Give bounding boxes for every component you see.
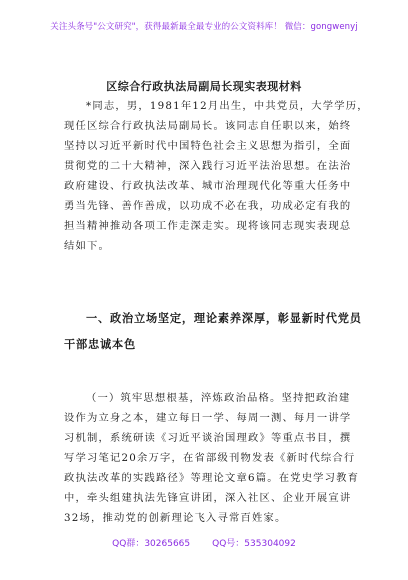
body-line: 政执法改革的实践路径》等理论文章6篇。在党史学习教育 [64,472,360,484]
bottom-footer [0,536,408,549]
intro-paragraph [64,96,369,256]
intro-line: *同志，男，1981年12月出生，中共党员，大学学历， [86,100,369,112]
qq-group-label: QQ群：30265665 [112,539,191,549]
section-heading-line: 干部忠诚本色 [64,337,136,351]
body-line: 中，牵头组建执法先锋宣讲团，深入社区、企业开展宣讲 [64,492,352,504]
intro-line: 政府建设、行政执法改革、城市治理现代化等重大任务中 [64,180,352,192]
body-line: （一）筑牢思想根基，淬炼政治品格。坚持把政治建 [86,392,351,404]
top-banner: 关注头条号"公文研究"，获得最新最全最专业的公文资料库！ 微信：gongwenyj [50,22,358,32]
section-paragraph [64,388,360,528]
body-line: 写学习笔记20余万字，在省部级刊物发表《新时代综合行 [64,452,356,464]
intro-line: 坚持以习近平新时代中国特色社会主义思想为指引，全面 [64,140,352,152]
intro-line: 结如下。 [64,240,110,252]
body-line: 32场，推动党的创新理论飞入寻常百姓家。 [64,512,287,524]
intro-line: 现任区综合行政执法局副局长。该同志自任职以来，始终 [64,120,352,132]
section-heading-line: 一、政治立场坚定，理论素养深厚，彰显新时代党员 [86,311,362,325]
qq-number-label: QQ号：535304092 [212,539,296,549]
intro-line: 担当精神推动各项工作走深走实。现将该同志现实表现总 [64,220,352,232]
intro-line: 勇当先锋、善作善成，以功成不必在我，功成必定有我的 [64,200,352,212]
document-title: 区综合行政执法局副局长现实表现材料 [106,80,302,93]
body-line: 设作为立身之本，建立每日一学、每周一测、每月一讲学 [64,412,352,424]
section-heading [64,305,362,357]
body-line: 习机制，系统研读《习近平谈治国理政》等重点书目，撰 [64,432,352,444]
intro-line: 贯彻党的二十大精神，深入践行习近平法治思想。在法治 [64,160,352,172]
